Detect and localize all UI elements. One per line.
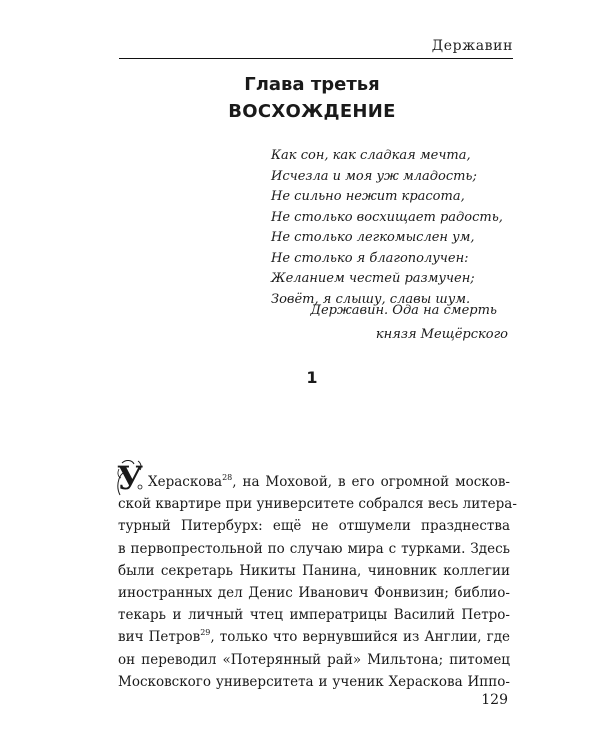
body-line: ской квартире при университете собрался весь литера- <box>118 496 517 513</box>
body-line: он переводил «Потерянный рай» Мильтона; питомец <box>118 651 510 668</box>
section-number: 1 <box>306 368 318 387</box>
chapter-title: ВОСХОЖДЕНИЕ <box>228 101 396 122</box>
epigraph-line: Не столько легкомыслен ум, <box>271 230 475 245</box>
epigraph-line: Не сильно нежит красота, <box>271 189 465 204</box>
footnote-ref-29[interactable]: 29 <box>200 628 211 638</box>
epigraph-line: Желанием честей размучен; <box>271 271 475 286</box>
epigraph <box>271 146 503 310</box>
epigraph-line: Зовёт, я слышу, славы шум. <box>271 291 471 307</box>
chapter-label: Глава третья <box>244 74 380 95</box>
epigraph-line: Не столько я благополучен: <box>271 250 469 266</box>
body-line: текарь и личный чтец императрицы Василий Петро- <box>118 607 510 624</box>
epigraph-line: Не столько восхищает радость, <box>271 209 503 225</box>
epigraph-attribution-source: князя Мещёрского <box>375 327 508 342</box>
body-line: Московского университета и ученик Хераскова Иппо- <box>118 673 510 690</box>
body-line: турный Питербурх: ещё не отшумели празднества <box>118 518 510 535</box>
running-head: Державин <box>431 38 513 54</box>
body-paragraph <box>118 471 517 693</box>
header-rule <box>119 58 513 59</box>
footnote-ref-28[interactable]: 28 <box>222 473 233 482</box>
epigraph-attribution-author: Державин. Ода на смерть <box>310 303 497 318</box>
page-number: 129 <box>481 692 508 708</box>
epigraph-line: Как сон, как сладкая мечта, <box>271 148 471 163</box>
body-line: были секретарь Никиты Панина, чиновник коллегии <box>118 562 510 579</box>
drop-cap-letter: У <box>117 459 143 497</box>
body-line: в первопрестольной по случаю мира с турками. Здесь <box>118 540 510 557</box>
body-line: вич Петров$^{29}$, только что вернувшийся из Англии, где <box>118 628 511 646</box>
body-line: Хераскова$^{28}$, на Моховой, в его огромной москов- <box>148 473 510 490</box>
epigraph-line: Исчезла и моя уж младость; <box>271 168 477 184</box>
body-line: иностранных дел Денис Иванович Фонвизин; библио- <box>118 585 510 602</box>
